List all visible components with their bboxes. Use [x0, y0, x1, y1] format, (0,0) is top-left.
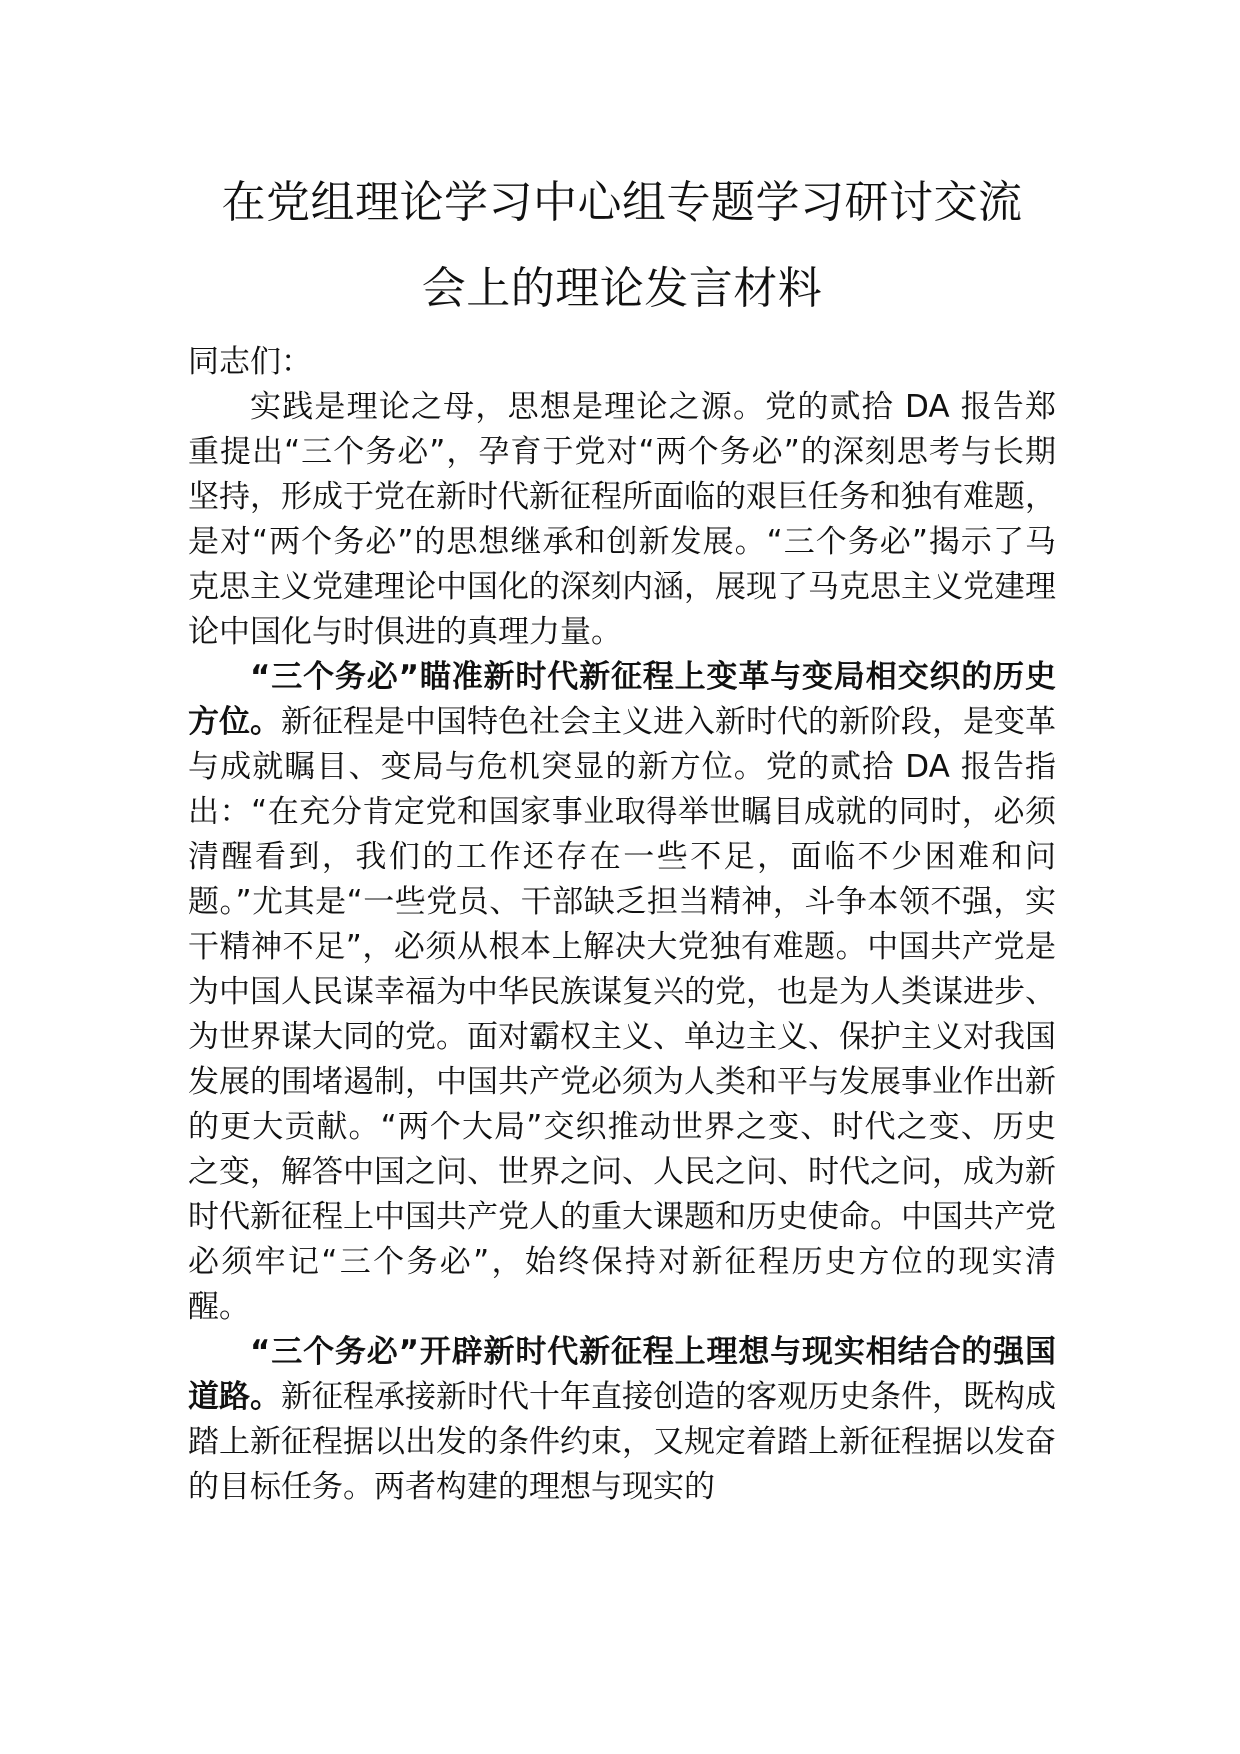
- paragraph-historical-position-lead: “三个务必”瞄准新时代新征程上变革与变局相交织的历史方位。: [188, 659, 1056, 740]
- paragraph-historical-position-text: 新征程是中国特色社会主义进入新时代的新阶段，是变革与成就瞩目、变局与危机突显的新方位。党的贰拾 DA 报告指出：“在充分肯定党和国家事业取得举世瞩目成就的同时，必须清醒看到，我们的工作还存在一些不足，面临不少困难和问题。”尤其是“一些党员、干部缺乏担当精神，斗争本领不强，实干精神不足”，必须从根本上解决大党独有难题。中国共产党是为中国人民谋幸福为中华民族谋复兴的党，也是为人类谋进步、为世界谋大同的党。面对霸权主义、单边主义、保护主义对我国发展的围堵遏制，中国共产党必须为人类和平与发展事业作出新的更大贡献。“两个大局”交织推动世界之变、时代之变、历史之变，解答中国之问、世界之问、人民之问、时代之问，成为新时代新征程上中国共产党人的重大课题和历史使命。中国共产党必须牢记“三个务必”，始终保持对新征程历史方位的现实清醒。: [188, 704, 1056, 1325]
- title-line-2: 会上的理论发言材料: [421, 263, 823, 314]
- paragraph-strong-nation-path-text: 新征程承接新时代十年直接创造的客观历史条件，既构成踏上新征程据以出发的条件约束，又规定着踏上新征程据以发奋的目标任务。两者构建的理想与现实的: [188, 1379, 1056, 1505]
- document-page: [188, 160, 1056, 1510]
- paragraph-historical-position: [188, 655, 1056, 1330]
- paragraph-strong-nation-path-lead: “三个务必”开辟新时代新征程上理想与现实相结合的强国道路。: [188, 1334, 1056, 1415]
- document-title: [188, 160, 1056, 332]
- salutation: 同志们：: [188, 344, 312, 380]
- title-line-1: 在党组理论学习中心组专题学习研讨交流: [221, 177, 1023, 228]
- paragraph-strong-nation-path: [188, 1330, 1056, 1510]
- paragraph-intro: [188, 385, 1056, 655]
- paragraph-intro-text: 实践是理论之母，思想是理论之源。党的贰拾 DA 报告郑重提出“三个务必”，孕育于党对“两个务必”的深刻思考与长期坚持，形成于党在新时代新征程所面临的艰巨任务和独有难题，是对“两个务必”的思想继承和创新发展。“三个务必”揭示了马克思主义党建理论中国化的深刻内涵，展现了马克思主义党建理论中国化与时俱进的真理力量。: [188, 389, 1056, 650]
